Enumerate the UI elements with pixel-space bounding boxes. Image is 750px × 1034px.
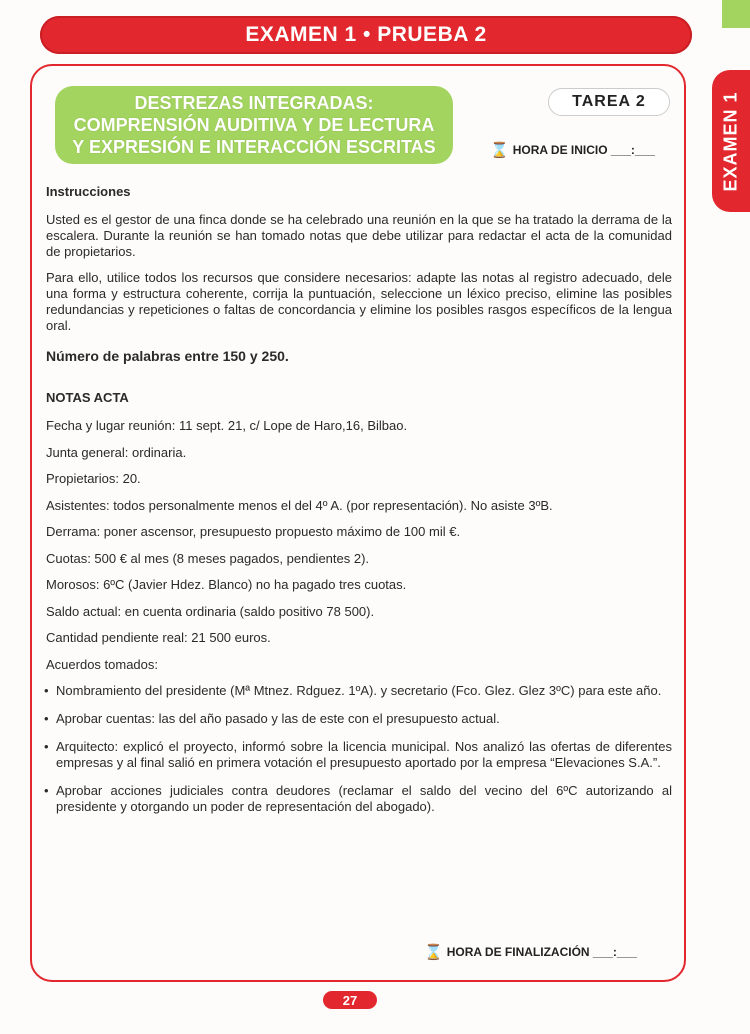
hourglass-icon: ⌛	[424, 944, 443, 961]
instructions-paragraph-1: Usted es el gestor de una finca donde se ha celebrado una reunión en la que se ha tratado la derrama de la escalera. Durante la reunión se han tomado notas que debe utilizar para redactar el acta de la comunidad de propietarios.	[46, 212, 672, 259]
notes-title: NOTAS ACTA	[46, 390, 129, 405]
note-line: Asistentes: todos personalmente menos el del 4º A. (por representación). No asiste 3ºB.	[46, 497, 553, 513]
note-line: Cantidad pendiente real: 21 500 euros.	[46, 630, 271, 645]
note-line: Acuerdos tomados:	[46, 656, 159, 672]
exam-header-banner	[40, 16, 692, 54]
side-exam-tab	[712, 70, 750, 212]
start-time-field	[490, 141, 655, 159]
instructions-content	[46, 184, 672, 827]
note-line: Derrama: poner ascensor, presupuesto propuesto máximo de 100 mil €.	[46, 524, 461, 539]
word-count-requirement: Número de palabras entre 150 y 250.	[46, 348, 289, 364]
section-title-line-1: DESTREZAS INTEGRADAS:	[134, 93, 374, 113]
section-title-box	[55, 86, 453, 164]
side-tab-label: EXAMEN 1	[720, 90, 741, 192]
exam-title: EXAMEN 1 • PRUEBA 2	[245, 23, 487, 46]
page-number-badge	[323, 991, 377, 1009]
agreements-list	[46, 683, 672, 815]
start-time-label: HORA DE INICIO ___:___	[512, 143, 655, 157]
section-title-line-3: Y EXPRESIÓN E INTERACCIÓN ESCRITAS	[72, 137, 436, 157]
list-item: • Aprobar acciones judiciales contra deudores (reclamar el saldo del vecino del 6ºC autorizando al presidente y otorgando un poder de representación del abogado).	[46, 783, 672, 815]
section-title-line-2: COMPRENSIÓN AUDITIVA Y DE LECTURA	[73, 115, 435, 135]
end-time-field	[424, 943, 637, 961]
end-time-label: HORA DE FINALIZACIÓN ___:___	[446, 945, 637, 959]
corner-color-marker	[722, 0, 750, 28]
list-item: • Nombramiento del presidente (Mª Mtnez. Rdguez. 1ºA). y secretario (Fco. Glez. Glez 3ºC) para este año.	[46, 683, 672, 699]
note-line: Propietarios: 20.	[46, 471, 141, 486]
note-line: Cuotas: 500 € al mes (8 meses pagados, pendientes 2).	[46, 550, 370, 566]
instructions-paragraph-2: Para ello, utilice todos los recursos que considere necesarios: adapte las notas al registro adecuado, dele una forma y estructura coherente, corrija la puntuación, seleccione un léxico preciso, elimine las posibles redundancias y repeticiones o faltas de concordancia y elimine los posibles rasgos específicos de la lengua oral.	[46, 270, 672, 333]
note-line: Junta general: ordinaria.	[46, 444, 187, 460]
note-line: Morosos: 6ºC (Javier Hdez. Blanco) no ha pagado tres cuotas.	[46, 577, 407, 592]
hourglass-icon: ⌛	[490, 142, 509, 159]
page-number: 27	[342, 992, 358, 1008]
note-line: Saldo actual: en cuenta ordinaria (saldo positivo 78 500).	[46, 603, 375, 619]
instructions-heading: Instrucciones	[46, 184, 131, 199]
list-item: • Arquitecto: explicó el proyecto, informó sobre la licencia municipal. Nos analizó las ofertas de diferentes empresas y al final salió en primera votación el presupuesto aportado por la empresa “Elevaciones S.A.”.	[46, 739, 672, 771]
task-label: TAREA 2	[572, 93, 646, 110]
list-item: • Aprobar cuentas: las del año pasado y las de este con el presupuesto actual.	[46, 711, 672, 727]
note-line: Fecha y lugar reunión: 11 sept. 21, c/ Lope de Haro,16, Bilbao.	[46, 418, 408, 433]
task-badge	[548, 88, 670, 116]
